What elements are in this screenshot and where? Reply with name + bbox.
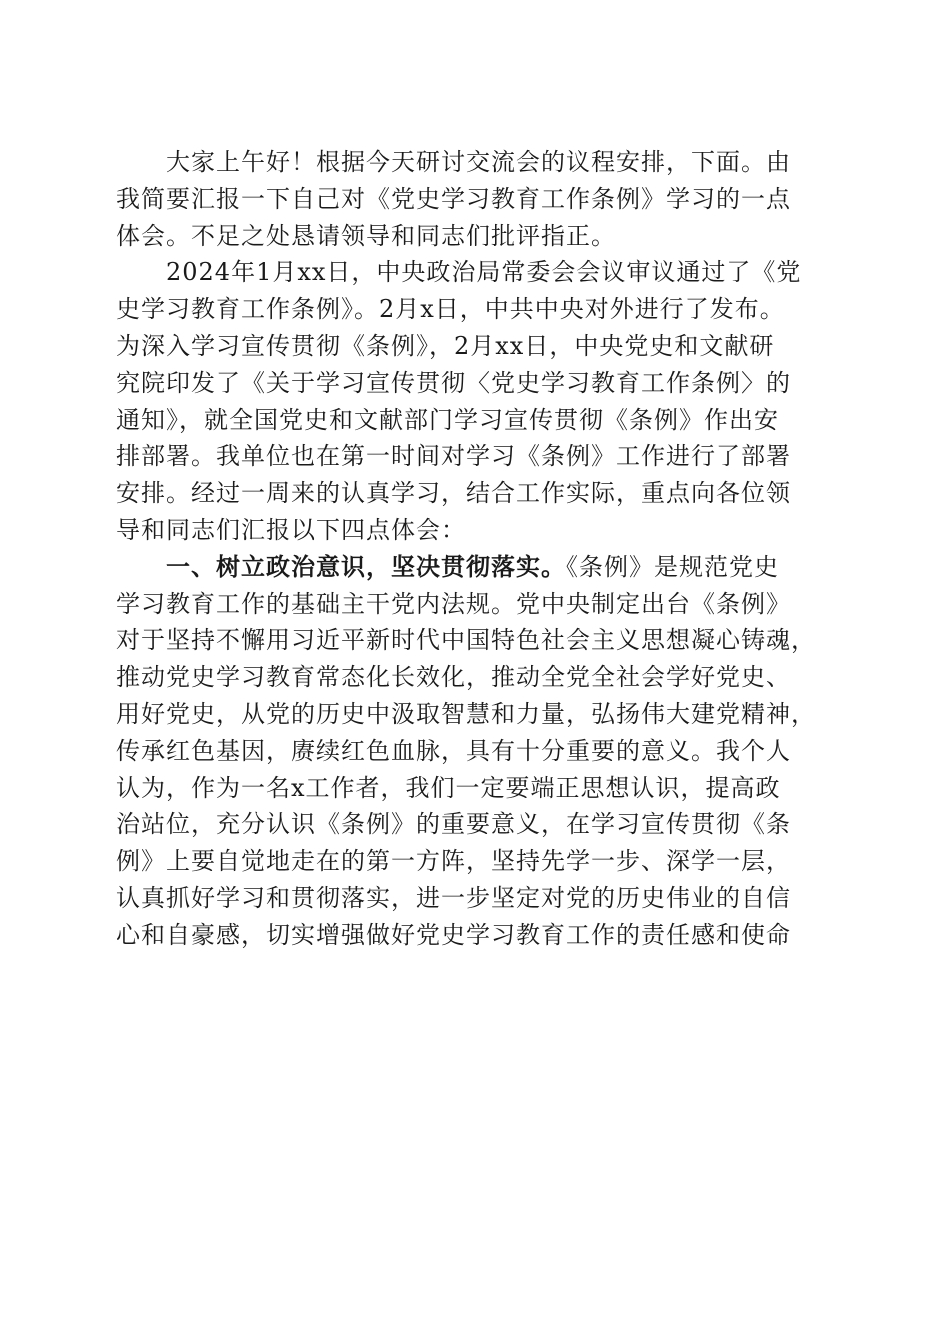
- text-line: 认真抓好学习和贯彻落实，进一步坚定对党的历史伟业的自信: [116, 883, 791, 912]
- text-line: [116, 549, 836, 586]
- text-line: 排部署。我单位也在第一时间对学习《条例》工作进行了部署: [116, 442, 791, 471]
- text-line: 我简要汇报一下自己对《党史学习教育工作条例》学习的一点: [116, 184, 791, 213]
- text-line: 安排。经过一周来的认真学习，结合工作实际，重点向各位领: [116, 479, 791, 508]
- text-line: 体会。不足之处恳请领导和同志们批评指正。: [116, 221, 616, 250]
- text-line: 例》上要自觉地走在的第一方阵，坚持先学一步、深学一层，: [116, 847, 791, 876]
- text-line: 认为，作为一名x工作者，我们一定要端正思想认识，提高政: [116, 773, 781, 802]
- paragraph-opening: [116, 144, 836, 254]
- text-line: 大家上午好！根据今天研讨交流会的议程安排，下面。由: [166, 148, 791, 176]
- heading-followup-text: 《条例》是规范党史: [566, 552, 779, 581]
- text-line: 史学习教育工作条例》。2月x日，中共中央对外进行了发布。: [116, 295, 785, 324]
- text-line: 导和同志们汇报以下四点体会：: [116, 515, 466, 544]
- document-body: [116, 144, 836, 954]
- text-line: 2024年1月xx日，中央政治局常委会会议审议通过了《党: [166, 258, 802, 287]
- text-line: 对于坚持不懈用习近平新时代中国特色社会主义思想凝心铸魂，: [116, 626, 816, 655]
- section-heading: 一、树立政治意识，坚决贯彻落实。: [166, 552, 566, 581]
- paragraph-point-one: [116, 549, 836, 954]
- text-line: 通知》，就全国党史和文献部门学习宣传贯彻《条例》作出安: [116, 405, 779, 434]
- text-line: 学习教育工作的基础主干党内法规。党中央制定出台《条例》: [116, 589, 791, 618]
- text-line: 治站位，充分认识《条例》的重要意义，在学习宣传贯彻《条: [116, 810, 791, 839]
- text-line: 为深入学习宣传贯彻《条例》，2月xx日，中央党史和文献研: [116, 331, 775, 360]
- paragraph-background: [116, 254, 836, 548]
- text-line: 用好党史，从党的历史中汲取智慧和力量，弘扬伟大建党精神，: [116, 699, 816, 728]
- text-line: 心和自豪感，切实增强做好党史学习教育工作的责任感和使命: [116, 920, 791, 949]
- text-line: 究院印发了《关于学习宣传贯彻〈党史学习教育工作条例〉的: [116, 368, 791, 397]
- text-line: 推动党史学习教育常态化长效化，推动全党全社会学好党史、: [116, 663, 791, 692]
- text-line: 传承红色基因，赓续红色血脉，具有十分重要的意义。我个人: [116, 736, 791, 765]
